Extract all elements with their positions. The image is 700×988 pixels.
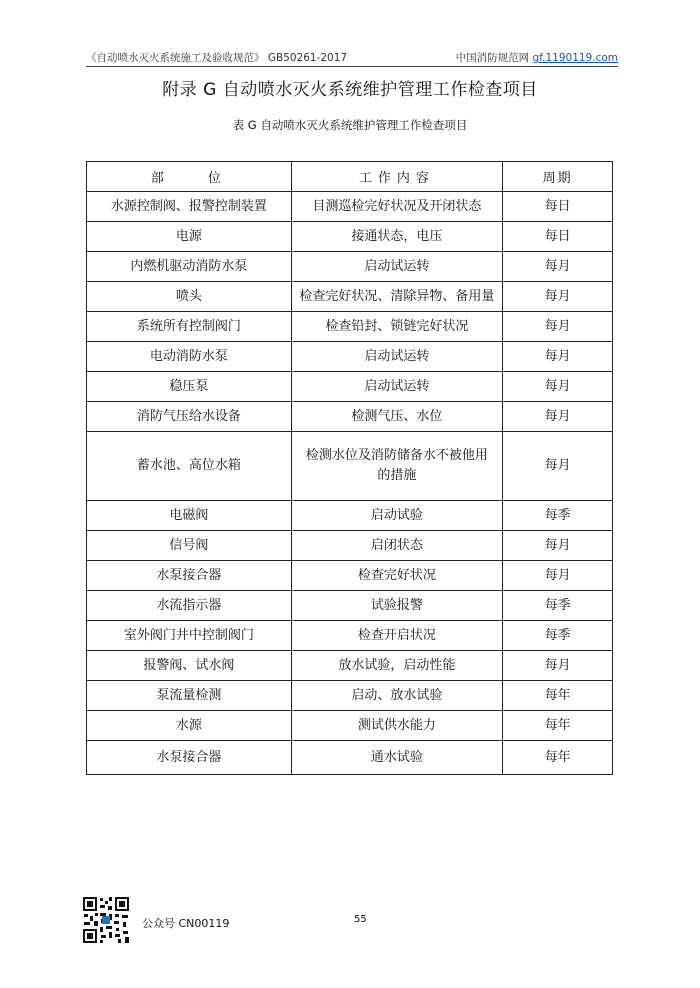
inspection-table (86, 161, 613, 775)
table-row (87, 621, 613, 651)
running-header (86, 50, 618, 66)
cell-work-content: 启动试运转 (291, 372, 503, 402)
table-row (87, 372, 613, 402)
cell-period: 每年 (503, 711, 613, 741)
cell-period: 每年 (503, 741, 613, 775)
table-row (87, 192, 613, 222)
header-site-name: 中国消防规范网 (455, 52, 533, 64)
cell-work-content: 检查完好状况 (291, 561, 503, 591)
cell-period: 每月 (503, 531, 613, 561)
table-row (87, 312, 613, 342)
cell-period: 每月 (503, 252, 613, 282)
cell-work-content: 通水试验 (291, 741, 503, 775)
cell-period: 每月 (503, 432, 613, 501)
cell-location: 水源控制阀、报警控制装置 (87, 192, 292, 222)
cell-work-content: 检测气压、水位 (291, 402, 503, 432)
qr-code-icon (82, 896, 130, 944)
cell-work-content: 接通状态，电压 (291, 222, 503, 252)
cell-work-content: 测试供水能力 (291, 711, 503, 741)
header-divider (86, 66, 618, 67)
table-row (87, 561, 613, 591)
cell-location: 水泵接合器 (87, 561, 292, 591)
cell-work-content: 检查铅封、锁链完好状况 (291, 312, 503, 342)
cell-period: 每月 (503, 651, 613, 681)
cell-work-content: 启动、放水试验 (291, 681, 503, 711)
cell-work-content: 放水试验，启动性能 (291, 651, 503, 681)
header-document-title: 《自动喷水灭火系统施工及验收规范》 GB50261-2017 (86, 52, 348, 64)
cell-work-content: 启动试运转 (291, 252, 503, 282)
cell-location: 稳压泵 (87, 372, 292, 402)
cell-location: 水泵接合器 (87, 741, 292, 775)
table-header-row (87, 162, 613, 192)
cell-location: 室外阀门井中控制阀门 (87, 621, 292, 651)
table-caption: 表 G 自动喷水灭火系统维护管理工作检查项目 (232, 118, 468, 132)
cell-period: 每季 (503, 501, 613, 531)
cell-work-content: 试验报警 (291, 591, 503, 621)
table-row (87, 531, 613, 561)
cell-period: 每月 (503, 372, 613, 402)
cell-period: 每月 (503, 561, 613, 591)
cell-period: 每日 (503, 192, 613, 222)
cell-location: 内燃机驱动消防水泵 (87, 252, 292, 282)
cell-period: 每月 (503, 342, 613, 372)
cell-location: 蓄水池、高位水箱 (87, 432, 292, 501)
cell-work-content: 检查开启状况 (291, 621, 503, 651)
wechat-account: 公众号 CN00119 (142, 917, 230, 930)
table-row (87, 432, 613, 501)
cell-work-content: 启动试验 (291, 501, 503, 531)
cell-location: 消防气压给水设备 (87, 402, 292, 432)
cell-location: 报警阀、试水阀 (87, 651, 292, 681)
table-row (87, 501, 613, 531)
table-row (87, 402, 613, 432)
column-header-period: 周期 (503, 162, 613, 192)
cell-work-content: 启闭状态 (291, 531, 503, 561)
table-row (87, 711, 613, 741)
cell-period: 每季 (503, 591, 613, 621)
table-row (87, 252, 613, 282)
cell-location: 系统所有控制阀门 (87, 312, 292, 342)
column-header-location: 部 位 (87, 162, 292, 192)
page-title: 附录 G 自动喷水灭火系统维护管理工作检查项目 (162, 80, 538, 100)
cell-period: 每年 (503, 681, 613, 711)
table-row (87, 222, 613, 252)
column-header-work: 工作内容 (291, 162, 503, 192)
cell-period: 每季 (503, 621, 613, 651)
cell-location: 喷头 (87, 282, 292, 312)
table-row (87, 282, 613, 312)
header-site (456, 50, 618, 65)
cell-work-content: 目测巡检完好状况及开闭状态 (291, 192, 503, 222)
cell-location: 水源 (87, 711, 292, 741)
table-row (87, 342, 613, 372)
cell-work-content: 启动试运转 (291, 342, 503, 372)
cell-location: 信号阀 (87, 531, 292, 561)
table-row (87, 741, 613, 775)
table-row (87, 651, 613, 681)
cell-location: 电动消防水泵 (87, 342, 292, 372)
cell-period: 每月 (503, 402, 613, 432)
cell-location: 电源 (87, 222, 292, 252)
cell-location: 水流指示器 (87, 591, 292, 621)
table-row (87, 681, 613, 711)
table-row (87, 591, 613, 621)
cell-period: 每日 (503, 222, 613, 252)
header-site-link[interactable]: gf.1190119.com (532, 52, 618, 64)
page-number: 55 (354, 914, 367, 925)
cell-location: 泵流量检测 (87, 681, 292, 711)
cell-period: 每月 (503, 312, 613, 342)
cell-location: 电磁阀 (87, 501, 292, 531)
cell-work-content: 检查完好状况、清除异物、备用量 (291, 282, 503, 312)
cell-period: 每月 (503, 282, 613, 312)
cell-work-content: 检测水位及消防储备水不被他用的措施 (291, 432, 503, 501)
